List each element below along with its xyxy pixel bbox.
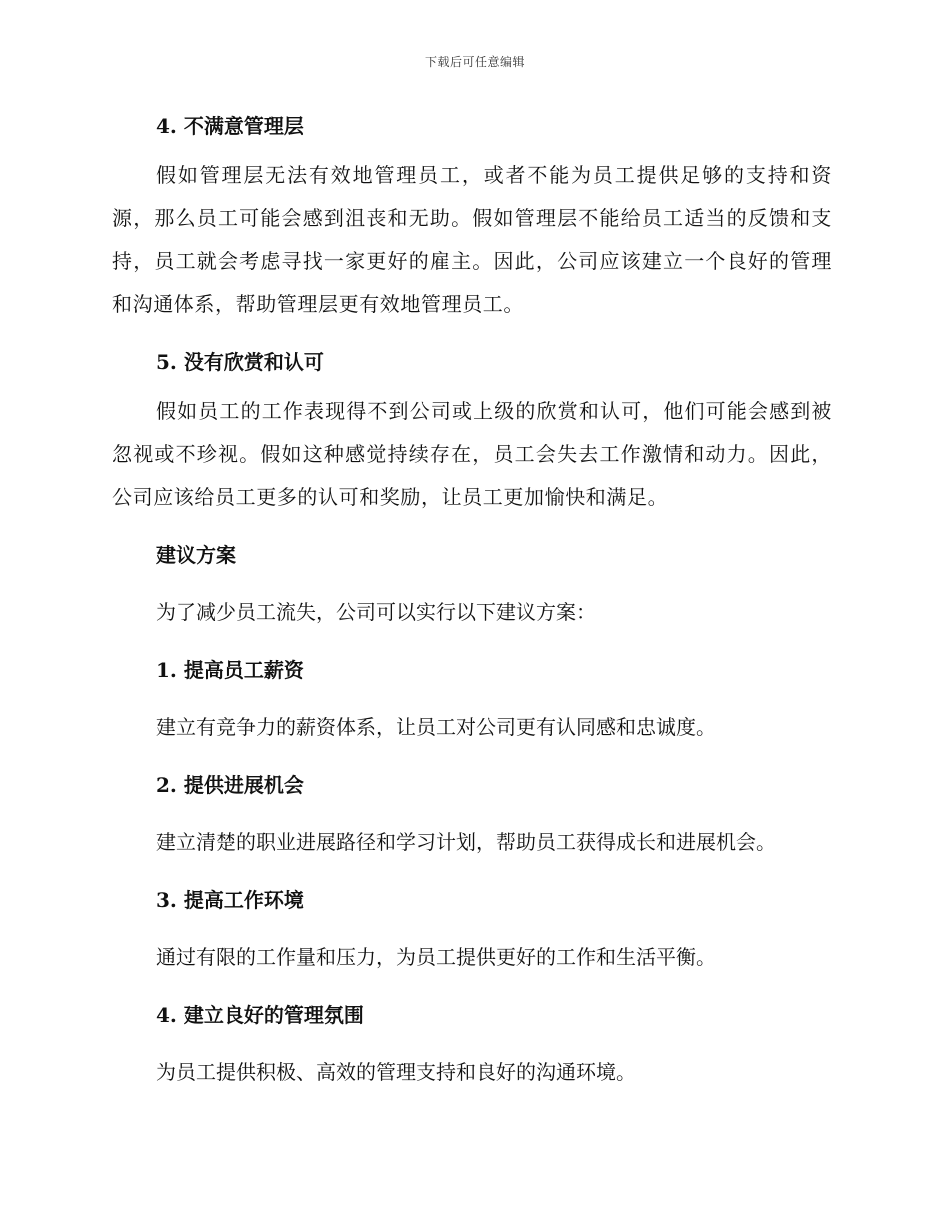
proposal-intro: 为了减少员工流失，公司可以实行以下建议方案：	[156, 600, 596, 624]
section-body-dissatisfied-management: 假如管理层无法有效地管理员工，或者不能为员工提供足够的支持和资源，那么员工可能会感到沮丧和无助。假如管理层不能给员工适当的反馈和支持，员工就会考虑寻找一家更好的雇主。因此，公司应该建立一个良好的管理和沟通体系，帮助管理层更有效地管理员工。	[112, 163, 832, 316]
section-heading-no-appreciation: 5. 没有欣赏和认可	[156, 350, 324, 374]
document-content	[112, 108, 832, 1094]
proposal-body-development: 建立清楚的职业进展路径和学习计划，帮助员工获得成长和进展机会。	[156, 830, 776, 854]
proposal-heading: 建议方案	[156, 543, 236, 567]
proposal-heading-raise-salary: 1. 提高员工薪资	[156, 658, 304, 682]
proposal-heading-work-environment: 3. 提高工作环境	[156, 888, 304, 912]
proposal-heading-management-climate: 4. 建立良好的管理氛围	[156, 1003, 364, 1027]
proposal-body-raise-salary: 建立有竞争力的薪资体系，让员工对公司更有认同感和忠诚度。	[156, 715, 716, 739]
section-body-no-appreciation: 假如员工的工作表现得不到公司或上级的欣赏和认可，他们可能会感到被忽视或不珍视。假如这种感觉持续存在，员工会失去工作激情和动力。因此，公司应该给员工更多的认可和奖励，让员工更加愉快和满足。	[112, 399, 832, 509]
proposal-heading-development: 2. 提供进展机会	[156, 773, 304, 797]
proposal-body-work-environment: 通过有限的工作量和压力，为员工提供更好的工作和生活平衡。	[156, 945, 716, 969]
section-heading-dissatisfied-management: 4. 不满意管理层	[156, 114, 304, 138]
proposal-body-management-climate: 为员工提供积极、高效的管理支持和良好的沟通环境。	[156, 1060, 636, 1084]
header-note: 下载后可任意编辑	[424, 55, 525, 69]
